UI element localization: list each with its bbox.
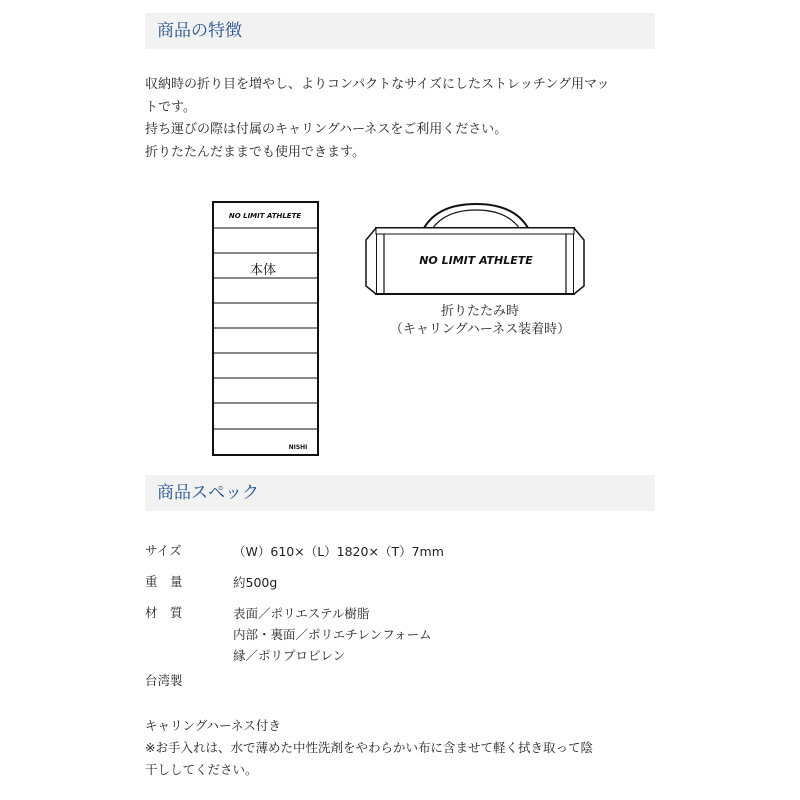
- spec-origin: 台湾製: [145, 673, 183, 688]
- harness-handle: [424, 204, 528, 228]
- spec-size-value: （W）610×（L）1820×（T）7mm: [233, 544, 444, 559]
- features-description: [145, 74, 665, 164]
- spec-material-line: 内部・裏面／ポリエチレンフォーム: [233, 627, 432, 642]
- features-line: 持ち運びの際は付属のキャリングハーネスをご利用ください。: [145, 122, 508, 137]
- folded-caption-line1: 折りたたみ時: [440, 304, 519, 319]
- features-line: 折りたたんだままでも使用できます。: [145, 144, 365, 160]
- features-heading: 商品の特徴: [145, 13, 655, 49]
- spec-material-line: 縁／ポリプロピレン: [233, 648, 346, 663]
- spec-material-label: 材 質: [145, 605, 183, 620]
- spec-heading: 商品スペック: [145, 475, 655, 511]
- spec-note-line: ※お手入れは、水で薄めた中性洗剤をやわらかい布に含ませて軽く拭き取って陰: [145, 740, 593, 755]
- folded-mat-right-end: [574, 228, 584, 294]
- spec-note-line: 干ししてください。: [145, 762, 258, 777]
- folded-caption-line2: （キャリングハーネス装着時）: [389, 322, 571, 337]
- harness-strap-top: [376, 228, 574, 234]
- spec-material-values: [233, 603, 432, 666]
- mat-bottom-logo: NISHI: [288, 444, 308, 451]
- mat-folded-illustration: [362, 200, 590, 300]
- harness-handle-inner: [432, 210, 520, 229]
- spec-notes: [145, 715, 593, 781]
- features-line: トです。: [145, 99, 196, 115]
- spec-material-line: 表面／ポリエステル樹脂: [233, 606, 370, 621]
- features-line: 収納時の折り目を増やし、よりコンパクトなサイズにしたストレッチング用マッ: [145, 77, 610, 92]
- mat-top-logo: NO LIMIT ATHLETE: [228, 212, 302, 220]
- mat-unfolded-illustration: [210, 200, 322, 458]
- spec-note-line: キャリングハーネス付き: [145, 718, 281, 733]
- spec-size-label: サイズ: [145, 543, 182, 558]
- folded-mat-logo: NO LIMIT ATHLETE: [419, 254, 533, 267]
- spec-weight-value: 約500g: [233, 575, 278, 590]
- mat-label: 本体: [249, 263, 277, 278]
- spec-weight-label: 重 量: [145, 574, 183, 589]
- folded-mat-left-end: [366, 228, 376, 294]
